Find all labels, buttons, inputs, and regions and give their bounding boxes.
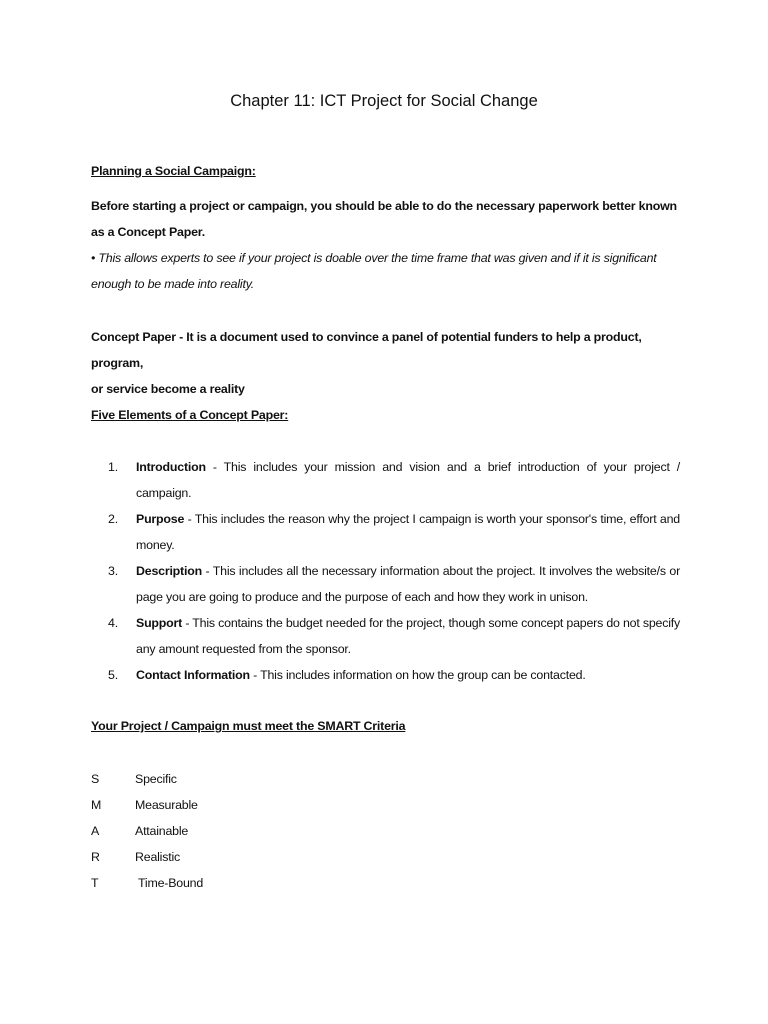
element-item [108, 662, 680, 688]
page-title: Chapter 11: ICT Project for Social Change [230, 92, 538, 110]
smart-word: Time-Bound [135, 876, 204, 890]
element-number: 3. [108, 564, 118, 578]
planning-bullet-line-2: enough to be made into reality. [91, 277, 255, 291]
element-term: Purpose [136, 512, 185, 526]
planning-paragraph [91, 193, 681, 297]
elements-list [108, 454, 680, 688]
smart-word: Attainable [135, 824, 189, 838]
smart-word: Specific [135, 772, 177, 786]
smart-row [91, 792, 391, 818]
concept-term: Concept Paper [91, 330, 176, 344]
element-term: Support [136, 616, 183, 630]
element-number: 5. [108, 668, 118, 682]
concept-definition-line-2: or service become a reality [91, 382, 245, 396]
element-description: - This includes the reason why the project I campaign is worth your sponsor's time, effort and money. [136, 512, 680, 552]
concept-paper-definition [91, 324, 681, 402]
smart-letter: S [91, 772, 100, 786]
element-item [108, 454, 680, 506]
smart-row [91, 766, 391, 792]
smart-letter: T [91, 876, 99, 890]
element-number: 1. [108, 460, 118, 474]
element-item [108, 558, 680, 610]
smart-row [91, 818, 391, 844]
element-term: Contact Information [136, 668, 250, 682]
element-number: 2. [108, 512, 118, 526]
element-description: - This includes all the necessary information about the project. It involves the website/s or page you are going to produce and the purpose of each and how they work in unison. [136, 564, 680, 604]
smart-letter: R [91, 850, 100, 864]
smart-heading: Your Project / Campaign must meet the SMART Criteria [91, 719, 406, 733]
element-item [108, 610, 680, 662]
smart-row [91, 844, 391, 870]
element-description: - This includes information on how the group can be contacted. [249, 668, 586, 682]
element-term: Description [136, 564, 202, 578]
smart-letter: A [91, 824, 100, 838]
element-term: Introduction [136, 460, 206, 474]
element-description: - This includes your mission and vision and a brief introduction of your project / campaign. [136, 460, 680, 500]
smart-word: Measurable [135, 798, 198, 812]
planning-bullet-line-1: • This allows experts to see if your project is doable over the time frame that was given and if it is significant [91, 251, 657, 265]
smart-row [91, 870, 391, 896]
element-number: 4. [108, 616, 118, 630]
planning-paragraph-line-1: Before starting a project or campaign, you should be able to do the necessary paperwork better known [91, 199, 677, 213]
element-description: - This contains the budget needed for the project, though some concept papers do not specify any amount requested from the sponsor. [136, 616, 680, 656]
smart-word: Realistic [135, 850, 181, 864]
concept-definition-text-1: - It is a document used to convince a panel of potential funders to help a product, program, [91, 330, 642, 370]
element-item [108, 506, 680, 558]
planning-heading: Planning a Social Campaign: [91, 164, 256, 178]
concept-definition-line-1 [91, 324, 681, 376]
smart-letter: M [91, 798, 102, 812]
elements-heading: Five Elements of a Concept Paper: [91, 408, 289, 422]
smart-criteria-list [91, 766, 391, 896]
planning-paragraph-line-2: as a Concept Paper. [91, 225, 205, 239]
